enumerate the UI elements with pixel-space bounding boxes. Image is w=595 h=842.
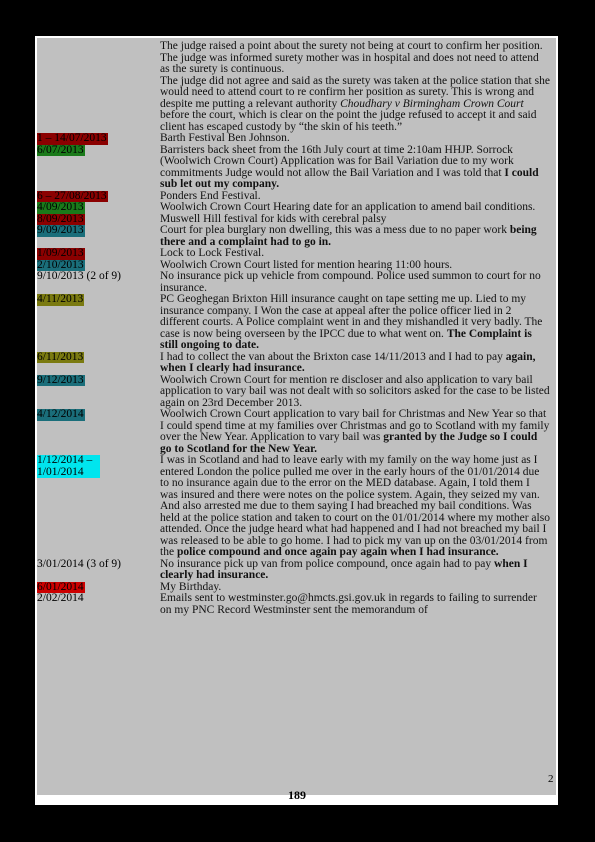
date-label: 9/12/2013 [37,374,84,386]
description-text: being there and a complaint had to go in. [160,224,537,248]
description-text: No insurance pick up van from police compound, once again had to pay [160,557,495,570]
description-text: The judge did not agree and said as the surety was taken at the police station that she would need to attend court to re confirm her position as surety. This is wrong and despite me putting a relevant authority [160,74,550,110]
description-text: Emails sent to westminster.go@hmcts.gsi.gov.uk in regards to failing to surrender on my PNC Record Westminster sent the memorandum of [160,592,537,616]
description-text: Muswell Hill festival for kids with cerebral palsy [160,212,387,225]
page-number: 189 [288,788,306,802]
row-description [160,225,550,248]
row-date [37,248,157,260]
date-label: 4/12/2014 [37,409,84,420]
table-row [37,41,556,76]
row-date [37,559,157,582]
description-text: I was in Scotland and had to leave early with my family on the way home just as I entered London the police pulled me over in the early hours of the 01/01/2014 due to no insurance again due to the error on the MED database. Again, I told them I was insured and there were notes on the police system. Again, they seized my van. And also arrested me due to them saying I had breached my bail conditions. Was held at the police station and taken to court on the 01/01/2014 where my mother also attended. Once the judge heard what had happened and I had not breached my bail I was released to be able to go home. I had to pick my van up on the 03/01/2014 from the [160,454,550,558]
description-text: Court for plea burglary non dwelling, this was a mess due to no paper work [160,224,510,236]
description-text: I had to collect the van about the Brixton case 14/11/2013 and I had to pay [160,350,506,363]
table-row [37,225,556,248]
side-page-number: 2 [548,773,554,785]
date-label: 3/01/2014 (3 of 9) [37,558,122,570]
row-date [37,202,157,214]
description-text: Woolwich Crown Court for mention re discloser and also application to vary bail application to vary bail was not dealt with so solicitors asked for the case to be listed again on 23rd December 2013. [160,373,550,409]
row-date [37,294,157,352]
row-date [37,582,157,594]
description-text: granted by the Judge so I could go to Scotland for the New Year. [160,431,538,455]
row-date [37,76,157,134]
row-description [160,559,550,582]
description-text: before the court, which is clear on the point the judge refused to accept it and said client has escaped custody by “the skin of his teeth.” [160,109,537,133]
description-text: when I clearly had insurance. [160,557,528,581]
row-date [37,375,157,410]
description-text: I could sub let out my company. [160,166,539,190]
description-text: Woolwich Crown Court Hearing date for an application to amend bail conditions. [160,201,536,213]
date-label: 2/10/2013 [37,259,84,271]
table-row [37,271,556,294]
table-row [37,352,556,375]
description-text: My Birthday. [160,580,222,593]
row-date [37,145,157,191]
table-row [37,593,556,616]
timeline-rows [37,41,556,616]
table-row [37,375,556,410]
row-date [37,133,157,145]
row-date [37,41,157,76]
date-label: 1/09/2013 [37,248,84,259]
date-label: 1/12/2014 – 1/01/2014 [37,455,100,478]
description-text: Woolwich Crown Court application to vary bail for Christmas and New Year so that I could spend time at my families over Christmas and go to Scotland with my family over the New Year. Application to vary bail was [160,408,550,443]
description-text: Choudhary v Birmingham Crown Court [340,97,524,110]
timeline-table [37,38,556,795]
row-description [160,455,550,559]
row-date [37,352,157,375]
date-label: 2/02/2014 [37,593,84,604]
description-text: The judge raised a point about the surety not being at court to confirm her position. The judge was informed surety mother was in hospital and does not need to attend as the surety is continuous. [160,40,543,75]
row-date [37,260,157,272]
row-description [160,409,550,455]
row-description [160,271,550,294]
table-row [37,145,556,191]
row-date [37,225,157,248]
table-row [37,559,556,582]
date-label: 1 – 14/07/2013 [37,133,107,144]
description-text: police compound and once again pay again when I had insurance. [176,546,499,558]
row-date [37,214,157,226]
row-description [160,294,550,352]
document-page [35,36,558,805]
description-text: Lock to Lock Festival. [160,247,265,259]
date-label: 4/09/2013 [37,202,84,213]
description-text: Barristers back sheet from the 16th July court at time 2:10am HHJP. Sorrock (Woolwich Crown Court) Application was for Bail Variation due to my work commitments Judge would not allow the Bail Variation and I was told that [160,143,514,179]
table-row [37,409,556,455]
table-row [37,455,556,559]
description-text: Barth Festival Ben Johnson. [160,132,290,144]
row-description [160,352,550,375]
description-text: Ponders End Festival. [160,189,261,202]
row-date [37,409,157,455]
date-label: 6/11/2013 [37,351,84,363]
row-date [37,191,157,203]
description-text: No insurance pick up vehicle from compound. Police used summon to court for no insurance. [160,270,541,294]
row-date [37,455,157,559]
row-date [37,271,157,294]
description-text: PC Geoghegan Brixton Hill insurance caught on tape setting me up. Lied to my insurance company. I Won the case at appeal after the police officer lied in 2 different courts. A Police complaint went in and they mishandled it very badly. The case is now being overseen by the IPCC due to what went on. [160,293,543,340]
row-description [160,375,550,410]
description-text: The Complaint is still ongoing to date. [160,327,532,351]
date-label: 4/11/2013 [37,294,84,305]
table-row [37,76,556,134]
date-label: 8/09/2013 [37,213,84,225]
description-text: again, when I clearly had insurance. [160,350,536,374]
date-label: 6 – 27/08/2013 [37,190,107,202]
date-label: 6/01/2014 [37,581,84,593]
date-label: 6/07/2013 [37,144,84,156]
table-row [37,294,556,352]
row-description [160,593,550,616]
row-description [160,41,550,76]
row-description [160,145,550,191]
row-description [160,76,550,134]
row-date [37,593,157,616]
date-label: 9/10/2013 (2 of 9) [37,271,122,282]
date-label: 9/09/2013 [37,225,84,236]
description-text: Woolwich Crown Court listed for mention hearing 11:00 hours. [160,258,453,271]
